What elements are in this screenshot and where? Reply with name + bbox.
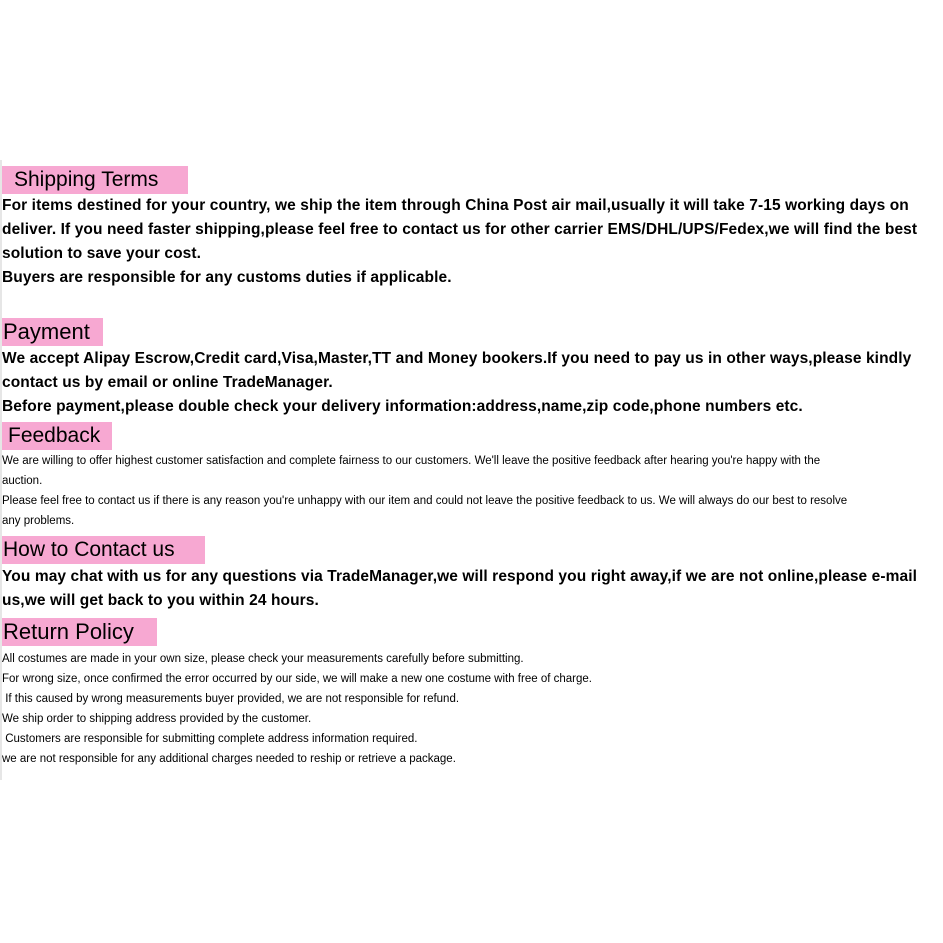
contact-line-2: us,we will get back to you within 24 hours. bbox=[2, 592, 319, 609]
return-line-5: Customers are responsible for submitting complete address information required. bbox=[2, 733, 418, 745]
return-line-2: For wrong size, once confirmed the error occurred by our side, we will make a new one costume with free of charge. bbox=[2, 673, 592, 685]
feedback-line-2: auction. bbox=[2, 475, 43, 487]
return-line-6: we are not responsible for any additional charges needed to reship or retrieve a package. bbox=[2, 753, 456, 765]
feedback-heading: Feedback bbox=[2, 422, 112, 450]
shipping-line-3: solution to save your cost. bbox=[2, 245, 202, 262]
feedback-line-4: any problems. bbox=[2, 515, 75, 527]
return-line-1: All costumes are made in your own size, please check your measurements carefully before submitting. bbox=[2, 653, 524, 665]
contact-line-1: You may chat with us for any questions via TradeManager,we will respond you right away,if we are not online,please e-mail bbox=[2, 568, 918, 585]
payment-heading: Payment bbox=[2, 318, 103, 346]
shipping-terms-heading: Shipping Terms bbox=[2, 166, 188, 194]
feedback-line-1: We are willing to offer highest customer satisfaction and complete fairness to our customers. We'll leave the positive feedback after hearing you're happy with the bbox=[2, 455, 821, 467]
shipping-line-2: deliver. If you need faster shipping,please feel free to contact us for other carrier EMS/DHL/UPS/Fedex,we will find the best bbox=[2, 221, 918, 238]
return-policy-heading: Return Policy bbox=[2, 618, 157, 646]
payment-line-3: Before payment,please double check your delivery information:address,name,zip code,phone numbers etc. bbox=[2, 398, 803, 415]
payment-line-2: contact us by email or online TradeManager. bbox=[2, 374, 333, 391]
contact-heading: How to Contact us bbox=[2, 536, 205, 564]
shipping-line-4: Buyers are responsible for any customs duties if applicable. bbox=[2, 269, 452, 286]
payment-line-1: We accept Alipay Escrow,Credit card,Visa,Master,TT and Money bookers.If you need to pay us in other ways,please kindly bbox=[2, 350, 912, 367]
shipping-line-1: For items destined for your country, we ship the item through China Post air mail,usually it will take 7-15 working days on bbox=[2, 197, 909, 214]
return-line-3: If this caused by wrong measurements buyer provided, we are not responsible for refund. bbox=[2, 693, 460, 705]
feedback-line-3: Please feel free to contact us if there is any reason you're unhappy with our item and could not leave the positive feedback to us. We will always do our best to resolve bbox=[2, 495, 848, 507]
return-line-4: We ship order to shipping address provided by the customer. bbox=[2, 713, 312, 725]
